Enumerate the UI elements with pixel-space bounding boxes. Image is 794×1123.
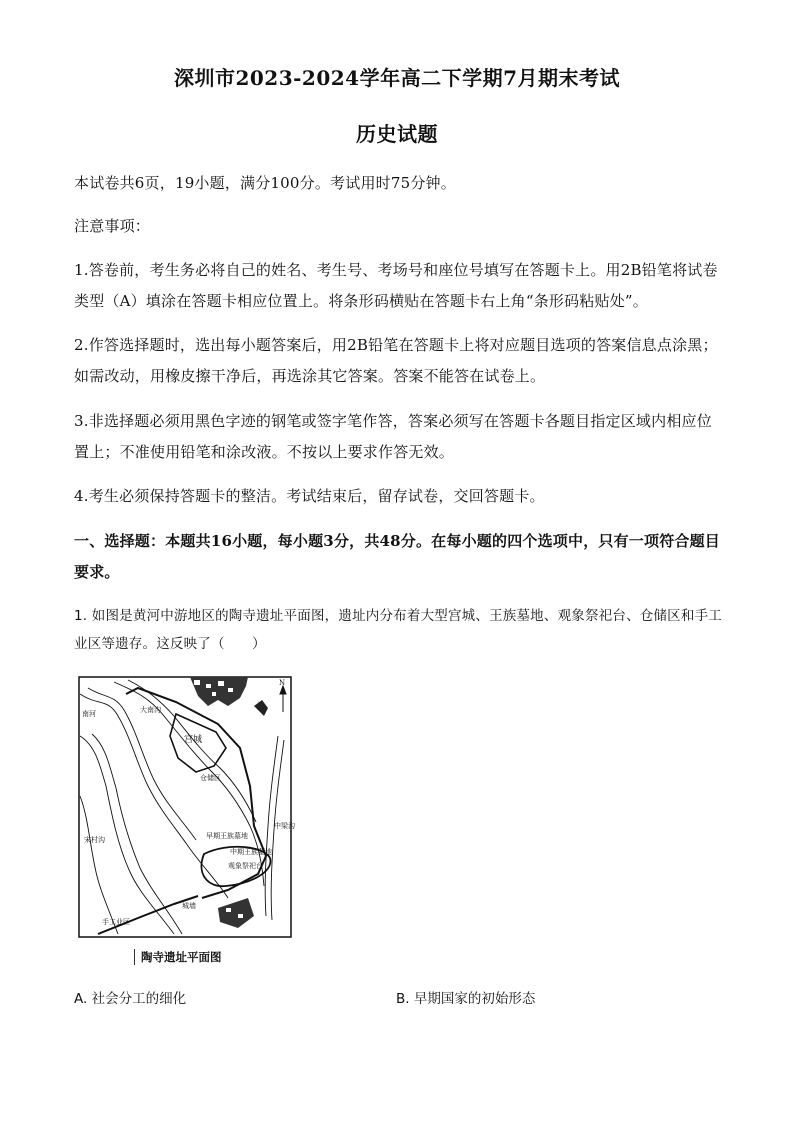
exam-intro: 本试卷共6页，19小题，满分100分。考试用时75分钟。	[74, 174, 456, 192]
label-river-2: 宋村沟	[84, 836, 105, 844]
label-river-3: 大南沟	[140, 706, 161, 714]
figure-caption: 陶寺遗址平面图	[134, 949, 222, 965]
exam-title: 深圳市2023-2024学年高二下学期7月期末考试	[173, 66, 621, 90]
label-cemetery-early: 早期王族墓地	[206, 832, 248, 840]
question-1-stem: 1. 如图是黄河中游地区的陶寺遗址平面图，遗址内分布着大型宫城、王族墓地、观象祭祀台、仓储区和手工业区等遗存。这反映了（ ）	[74, 608, 722, 652]
label-palace: 宫城	[184, 735, 203, 745]
notice-item-3: 3.非选择题必须用黑色字迹的钢笔或签字笔作答，答案必须写在答题卡各题目指定区域内相应位置上；不准使用铅笔和涂改液。不按以上要求作答无效。	[74, 412, 712, 461]
label-altar: 观象祭祀台	[228, 862, 263, 870]
option-b[interactable]: B. 早期国家的初始形态	[396, 991, 536, 1007]
notice-item-1: 1.答卷前，考生务必将自己的姓名、考生号、考场号和座位号填写在答题卡上。用2B铅笔将试卷类型（A）填涂在答题卡相应位置上。将条形码横贴在答题卡右上角“条形码粘贴处”。	[74, 261, 718, 310]
label-river-1: 南河	[82, 710, 96, 718]
option-a[interactable]: A. 社会分工的细化	[74, 991, 187, 1007]
exam-subject: 历史试题	[356, 122, 438, 146]
label-wall: 城墙	[182, 902, 196, 910]
label-storage: 仓储区	[200, 774, 221, 782]
site-plan-map	[78, 676, 295, 938]
label-river-4: 中梁沟	[274, 822, 295, 830]
section-heading: 一、选择题：本题共16小题，每小题3分，共48分。在每小题的四个选项中，只有一项符合题目要求。	[74, 532, 720, 581]
label-cemetery-mid: 中期王族墓地	[230, 848, 272, 856]
label-craft: 手工业区	[102, 918, 130, 926]
notice-item-2: 2.作答选择题时，选出每小题答案后，用2B铅笔在答题卡上将对应题目选项的答案信息点涂黑；如需改动，用橡皮擦干净后，再选涂其它答案。答案不能答在试卷上。	[74, 336, 718, 385]
notice-heading: 注意事项：	[74, 217, 151, 235]
notice-item-4: 4.考生必须保持答题卡的整洁。考试结束后，留存试卷，交回答题卡。	[74, 487, 545, 505]
north-label: N	[279, 679, 286, 687]
